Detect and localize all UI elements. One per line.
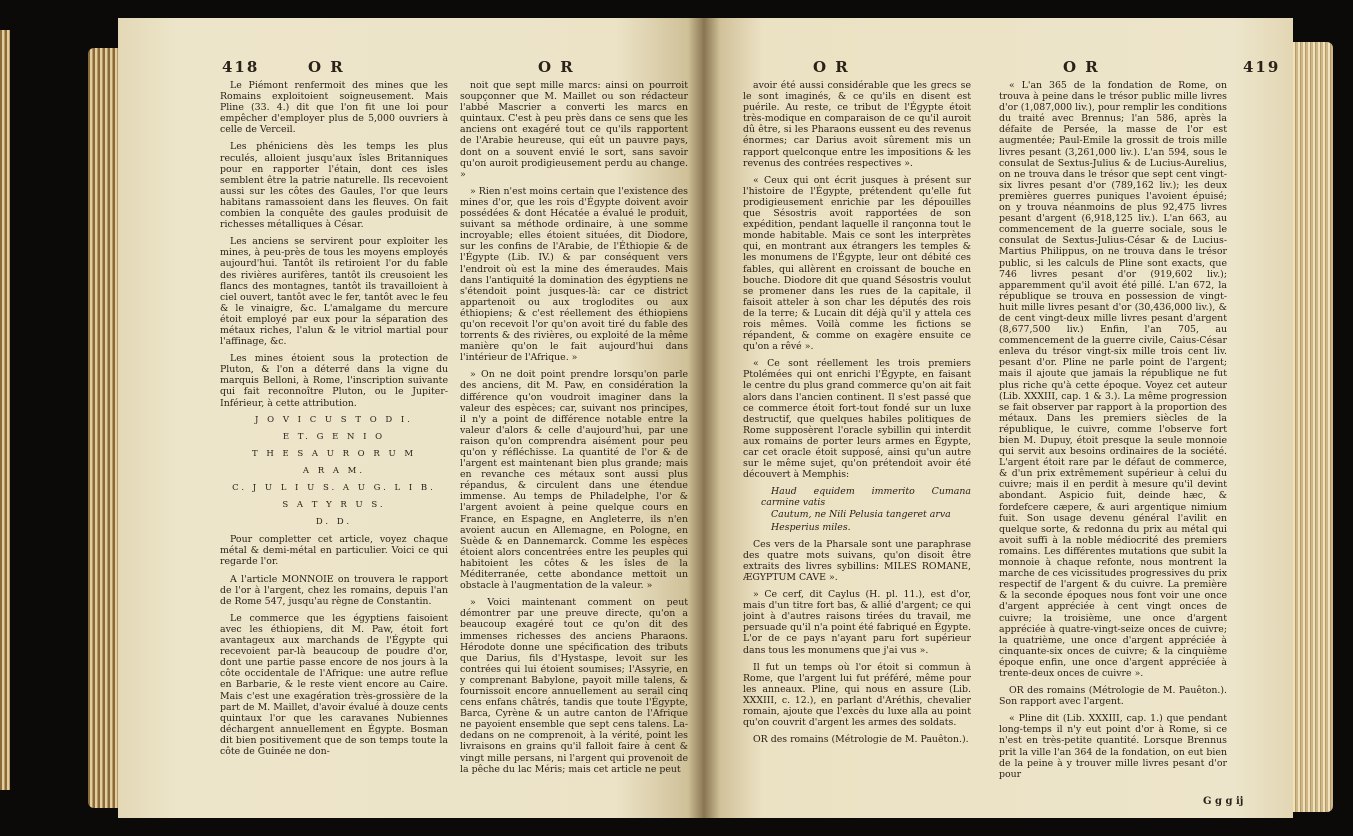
paragraph: Le commerce que les égyptiens faisoient avec les éthiopiens, dit M. Paw, étoit fort avantageux aux marchands de l'Égypte qui recevoient par-là beaucoup de poudre d'or, dont une partie passe encore de nos jours à la côte occidentale de l'Afrique: une autre reflue en Barbarie, & le reste vient encore au Caire. Mais c'est une exagération très-grossière de la part de M. Maillet, d'avoir évalué à douze cents quintaux l'or que les caravanes Nubiennes déchargent annuellement en Égypte. Bosman dit bien positivement que de son temps toute la côte de Guinée ne don- [220,612,448,757]
paragraph: Le Piémont renfermoit des mines que les Romains exploitoient soigneusement. Mais Pline (33. 4.) dit que l'on fit une loi pour empêcher d'employer plus de 5,000 ouvriers à celle de Verceil. [220,80,448,136]
left-column-1 [220,80,448,800]
right-running-head-1: O R [813,58,850,76]
right-running-head-2: O R [1063,58,1100,76]
verse-line: Hesperius miles. [771,521,851,533]
right-page-number: 419 [1243,58,1281,76]
inscription-line: A R A M. [302,465,366,476]
paragraph: Les phéniciens dès les temps les plus reculés, alloient jusqu'aux îsles Britanniques pour en rapporter l'étain, dont ces isles semblent être la patrie naturelle. Ils recevoient aussi sur les côtes des Gaules, l'or que leurs habitans ramassoient dans les fleuves. On fait combien la conquête des gaules produisit de richesses métalliques à César. [220,141,448,231]
open-book [118,18,1293,818]
inscription-line: E T. G E N I O [282,431,386,442]
left-page [118,18,703,818]
inscription-line: S A T Y R U S. [282,500,386,511]
right-column-2 [999,80,1227,800]
right-page [703,18,1293,818]
paragraph: avoir été aussi considérable que les grecs se le sont imaginés, & ce qu'ils en disent est puérile. Au reste, ce tribut de l'Égypte étoit très-modique en comparaison de ce qu'il auroit dû être, si les Pharaons eussent eu des revenus énormes; car Darius avoit sûrement mis un rapport quelconque entre les impositions & les revenus des contrées respectives ». [743,80,971,169]
paragraph: « Pline dit (Lib. XXXIII, cap. 1.) que pendant long-temps il n'y eut point d'or à Rome, si ce n'est en très-petite quantité. Lorsque Brennus prit la ville l'an 364 de la fondation, on eut bien de la peine à y trouver mille livres pesant d'or pour [999,713,1227,780]
left-column-2 [460,80,688,800]
verse-line: Haud equidem immerito Cumana carmine vatis [761,486,971,509]
section-heading: OR des romains (Métrologie de M. Pauêton.). [753,734,969,746]
paragraph: « Ceux qui ont écrit jusques à présent sur l'histoire de l'Égypte, prétendent qu'elle fut prodigieusement enrichie par les dépouilles que Sésostris avoit rapportées de son expédition, pendant laquelle il rançonna tout le monde habitable. Mais ce sont les interprètes qui, en montrant aux étrangers les temples & les monumens de l'Égypte, leur ont débité ces fables, qui allèrent en croissant de bouche en bouche. Diodore dit que quand Sésostris voulut se promener dans les rues de la capitale, il faisoit atteler à son char les députés des rois de la terre; & Lucain dit déjà qu'il y attela ces rois mêmes. Voilà comme les fictions se répandent, & comme on exagère ensuite ce qu'on a rêvé ». [743,174,971,353]
left-running-head-1: O R [308,58,345,76]
paragraph: Il fut un temps où l'or étoit si commun à Rome, que l'argent lui fut préféré, même pour les anneaux. Pline, qui nous en assure (Lib. XXXIII, c. 12.), en parlant d'Aréthis, chevalier romain, ajoute que l'excès du luxe alla au point qu'on couvrit d'argent les armes des soldats. [743,661,971,729]
paragraph: Pour completter cet article, voyez chaque métal & demi-métal en particulier. Voici ce qui regarde l'or. [220,534,448,568]
left-page-number: 418 [222,58,260,76]
inscription-line: D. D. [315,517,353,528]
inscription [220,415,448,529]
left-page-edges [0,30,10,790]
paragraph: Les mines étoient sous la protection de Pluton, & l'on a déterré dans la vigne du marquis Belloni, à Rome, l'inscription suivante qui fait reconnoître Pluton, ou le Jupiter-Inférieur, à cette attribution. [220,353,448,409]
paragraph: noit que sept mille marcs: ainsi on pourroit soupçonner que M. Maillet ou son rédacteur l'abbé Mascrier a converti les marcs en quintaux. C'est à peu près dans ce sens que les anciens ont exagéré tout ce qu'ils rapportent de l'Arabie heureuse, qui eût un pauvre pays, dont on a souvent envié le sort, sans savoir qu'on auroit prodigieusement perdu au change. » [460,80,688,180]
section-heading: OR des romains (Métrologie de M. Pauêton.). Son rapport avec l'argent. [999,685,1227,708]
verse-line: Cautum, ne Nili Pelusia tangeret arva [771,509,951,521]
paragraph: » On ne doit point prendre lorsqu'on parle des anciens, dit M. Paw, en considération la différence qu'on voudroit imaginer dans la valeur des espèces; car, suivant nos principes, il n'y a point de différence notable entre la valeur d'alors & celle d'aujourd'hui, par une raison qu'on comprendra aisément pour peu qu'on y réfléchisse. La quantité de l'or & de l'argent est maintenant bien plus grande; mais en revanche ces métaux sont aussi plus répandus, & circulent dans une étendue immense. Au temps de Philadelphe, l'or & l'argent avoient à peine quelque cours en France, en Espagne, en Angleterre, ils n'en avoient aucun en Allemagne, en Pologne, en Suède & en Dannemarck. Comme les espèces étoient alors concentrées entre les peuples qui habitoient les côtes & les îsles de la Méditerranée, cette abondance mettoit un obstacle à l'augmentation de la valeur. » [460,369,688,592]
paragraph: » Rien n'est moins certain que l'existence des mines d'or, que les rois d'Égypte doivent avoir possédées & dont Hécatée a évalué le produit, suivant sa méthode ordinaire, à une somme incroyable; elles étoient situées, dit Diodore, sur les confins de l'Arabie, de l'Éthiopie & de l'Égypte (Lib. IV.) & par conséquent vers l'endroit où est la mine des émeraudes. Mais dans l'antiquité la domination des égyptiens ne s'étendoit point jusques-là: car ce district appartenoit ou aux troglodites ou aux éthiopiens; & c'est réellement des éthiopiens qu'on recevoit l'or qu'on avoit tiré du fable des torrents & des rivières, ou exploité de la même manière qu'on le fait aujourd'hui dans l'intérieur de l'Afrique. » [460,185,688,364]
right-column-1 [743,80,971,800]
paragraph: Ces vers de la Pharsale sont une paraphrase des quatre mots suivans, qu'on disoit être extraits des livres sybillins: MILES ROMANE, ÆGYPTUM CAVE ». [743,538,971,583]
paragraph: « L'an 365 de la fondation de Rome, on trouva à peine dans le trésor public mille livres d'or (1,087,000 liv.), pour remplir les conditions du traité avec Brennus; l'an 586, après la défaite de Persée, la masse de l'or est augmentée; Paul-Emile la grossit de trois mille livres pesant (3,261,000 liv.). L'an 594, sous le consulat de Sextus-Julius & de Lucius-Aurelius, on ne trouva dans le trésor que sept cent vingt-six livres pesant d'or (789,162 liv.); les deux premières guerres puniques l'avoient épuisé; on y trouva néanmoins de plus 92,475 livres pesant d'argent (6,918,125 liv.). L'an 663, au commencement de la guerre sociale, sous le consulat de Sextus-Julius-César & de Lucius-Martius Philippus, on ne trouva dans le trésor public, si les calculs de Pline sont exacts, que 746 livres pesant d'or (919,602 liv.); apparemment qu'il avoit été pillé. L'an 672, la république se trouva en possession de vingt-huit mille livres pesant d'or (30,436,000 liv.), & de cent vingt-deux mille livres pesant d'argent (8,677,500 liv.) Enfin, l'an 705, au commencement de la guerre civile, Caius-César enleva du trésor vingt-six mille trois cent liv. pesant d'or. Pline ne parle point de l'argent; mais il ajoute que jamais la république ne fut plus riche qu'à cette époque. Voyez cet auteur (Lib. XXXIII, cap. 1 & 3.). La même progression se fait observer par rapport à la proportion des métaux. Dans les premiers siècles de la république, le cuivre, comme l'observe fort bien M. Dupuy, étoit presque la seule monnoie qui servit aux besoins ordinaires de la société. L'argent étoit rare par le défaut de commerce, & d'un prix extrêmement supérieur à celui du cuivre; mais il en perdit à mesure qu'il devint abondant. Aspicio fuit, deinde hæc, & fordefcere cæpere, & auri argentique nimium fuit. Son usage devenu général l'avilit en quelque sorte, & redonna du prix au métal qui avoit suffi à la noble médiocrité des premiers romains. Les différentes mutations que subit la monnoie à chaque refonte, nous montrent la marche de ces vicissitudes progressives du prix respectif de l'argent & du cuivre. La première & la seconde époques nous font voir une once d'argent appréciée à cent vingt onces de cuivre; la troisième, une once d'argent appréciée à quatre-vingt-seize onces de cuivre; la quatrième, une once d'argent appréciée à cinquante-six onces de cuivre; & la cinquième époque enfin, une once d'argent appréciée à trente-deux onces de cuivre ». [999,80,1227,679]
paragraph: « Ce sont réellement les trois premiers Ptolémées qui ont enrichi l'Égypte, en faisant le centre du plus grand commerce qu'on ait fait alors dans l'ancien continent. Il s'est passé que ce commerce étoit fort-tout fondé sur un luxe destructif, que quelques habiles politiques de Rome supposèrent l'oracle sybillin qui interdit aux romains de porter leurs armes en Égypte, car cet oracle étoit supposé, ainsi qu'un autre sur le même sujet, qu'on prétendoit avoir été découvert à Memphis: [743,358,971,481]
inscription-line: J O V I C U S T O D I. [255,414,413,425]
paragraph: A l'article MONNOIE on trouvera le rapport de l'or à l'argent, chez les romains, depuis l'an de Rome 547, jusqu'au règne de Constantin. [220,573,448,607]
inscription-line: T H E S A U R O R U M [251,448,417,459]
paragraph: Les anciens se servirent pour exploiter les mines, à peu-près de tous les moyens employés aujourd'hui. Tantôt ils retiroient l'or du fable des rivières aurifères, tantôt ils creusoient les flancs des montagnes, tantôt ils travailloient à ciel ouvert, tantôt avec le fer, tantôt avec le feu & le vinaigre, &c. L'amalgame du mercure étoit employé par eux pour la séparation des métaux riches, l'alun & le vitriol martial pour l'affinage, &c. [220,236,448,348]
left-running-head-2: O R [538,58,575,76]
book-gutter [688,18,720,818]
inscription-line: C. J U L I U S. A U G. L I B. [232,483,436,493]
signature-mark: G g g ij [1203,796,1244,807]
paragraph: » Voici maintenant comment on peut démontrer par une preuve directe, qu'on a beaucoup exagéré tout ce qu'on dit des immenses richesses des anciens Pharaons. Hérodote donne une spécification des tributs que Darius, fils d'Hystaspe, levoit sur les contrées qui lui étoient soumises; l'Assyrie, en y comprenant Babylone, payoit mille talens, & fournissoit encore annuellement au serail cinq cens enfans châtrés, tandis que toute l'Égypte, Barca, Cyrène & un autre canton de l'Afrique ne payoient ensemble que sept cens talens. La-dedans on ne comprenoit, à la vérité, point les livraisons en grains qu'il falloit faire à cent & vingt mille persans, ni l'argent qui provenoit de la pêche du lac Méris; mais cet article ne peut [460,597,688,775]
paragraph: » Ce cerf, dit Caylus (H. pl. 11.), est d'or, mais d'un titre fort bas, & allié d'argent; ce qui joint à d'autres raisons tirées du travail, me persuade qu'il n'a point été fabriqué en Égypte. L'or de ce pays n'ayant paru fort supérieur dans tous les monumens que j'ai vus ». [743,589,971,656]
